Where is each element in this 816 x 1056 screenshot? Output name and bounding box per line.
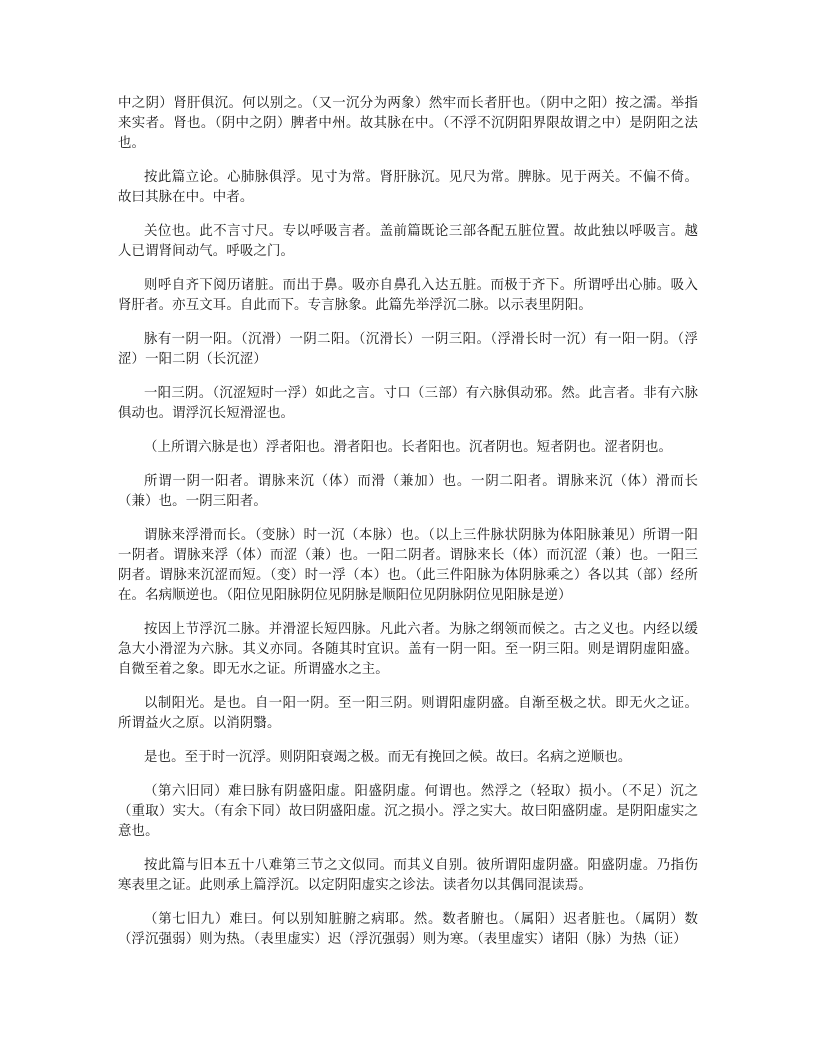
paragraph-5: 脉有一阴一阳。（沉滑）一阴二阳。（沉滑长）一阴三阳。（浮滑长时一沉）有一阳一阴。（浮涩）一阳二阴（长沉涩） [118, 332, 698, 367]
paragraph-10: 按因上节浮沉二脉。并滑涩长短四脉。凡此六者。为脉之纲领而候之。古之义也。内经以缓急大小滑涩为六脉。其义亦同。各随其时宜识。盖有一阴一阳。至一阴三阳。则是谓阴虚阳盛。自微至着之象。即无水之证。所谓盛水之主。 [118, 622, 698, 677]
paragraph-4: 则呼自齐下阅历诸脏。而出于鼻。吸亦自鼻孔入达五脏。而极于齐下。所谓呼出心肺。吸入肾肝者。亦互文耳。自此而下。专言脉象。此篇先举浮沉二脉。以示表里阴阳。 [118, 278, 698, 313]
paragraph-6: 一阳三阴。（沉涩短时一浮）如此之言。寸口（三部）有六脉俱动邪。然。此言者。非有六脉俱动也。谓浮沉长短滑涩也。 [118, 386, 698, 421]
paragraph-2: 按此篇立论。心肺脉俱浮。见寸为常。肾肝脉沉。见尺为常。脾脉。见于两关。不偏不倚。故曰其脉在中。中者。 [118, 170, 698, 205]
paragraph-3: 关位也。此不言寸尺。专以呼吸言者。盖前篇既论三部各配五脏位置。故此独以呼吸言。越人已谓肾间动气。呼吸之门。 [118, 224, 698, 259]
paragraph-14: 按此篇与旧本五十八难第三节之文似同。而其义自别。彼所谓阳虚阴盛。阳盛阴虚。乃指伤寒表里之证。此则承上篇浮沉。以定阴阳虚实之诊法。读者勿以其偶同混读焉。 [118, 858, 698, 893]
paragraph-11: 以制阳光。是也。自一阳一阴。至一阳三阴。则谓阳虚阴盛。自渐至极之状。即无火之证。所谓益火之原。以消阴翳。 [118, 696, 698, 731]
paragraph-1: 中之阴）肾肝俱沉。何以别之。（又一沉分为两象）然牢而长者肝也。（阴中之阳）按之濡。举指来实者。肾也。（阴中之阴）脾者中州。故其脉在中。（不浮不沉阴阳界限故谓之中）是阴阳之法也。 [118, 96, 698, 151]
paragraph-8: 所谓一阴一阳者。谓脉来沉（体）而滑（兼加）也。一阴二阳者。谓脉来沉（体）滑而长（兼）也。一阴三阳者。 [118, 474, 698, 509]
paragraph-9: 谓脉来浮滑而长。（变脉）时一沉（本脉）也。（以上三件脉状阴脉为体阳脉兼见）所谓一阳一阴者。谓脉来浮（体）而涩（兼）也。一阳二阴者。谓脉来长（体）而沉涩（兼）也。一阳三阴者。谓脉来沉涩而短。（变）时一浮（本）也。（此三件阳脉为体阴脉乘之）各以其（部）经所在。名病顺逆也。（阳位见阳脉阴位见阴脉是顺阳位见阴脉阴位见阳脉是逆） [118, 528, 698, 603]
paragraph-12: 是也。至于时一沉浮。则阴阳衰竭之极。而无有挽回之候。故曰。名病之逆顺也。 [144, 750, 632, 765]
document-page [118, 94, 698, 964]
paragraph-7: （上所谓六脉是也）浮者阳也。滑者阳也。长者阳也。沉者阴也。短者阴也。涩者阴也。 [144, 440, 673, 455]
paragraph-15: （第七旧九）难曰。何以别知脏腑之病耶。然。数者腑也。（属阳）迟者脏也。（属阴）数（浮沉强弱）则为热。（表里虚实）迟（浮沉强弱）则为寒。（表里虚实）诸阳（脉）为热（证） [118, 912, 698, 947]
paragraph-13: （第六旧同）难曰脉有阴盛阳虚。阳盛阴虚。何谓也。然浮之（轻取）损小。（不足）沉之（重取）实大。（有余下同）故曰阴盛阳虚。沉之损小。浮之实大。故曰阳盛阴虚。是阴阳虚实之意也。 [118, 784, 698, 839]
